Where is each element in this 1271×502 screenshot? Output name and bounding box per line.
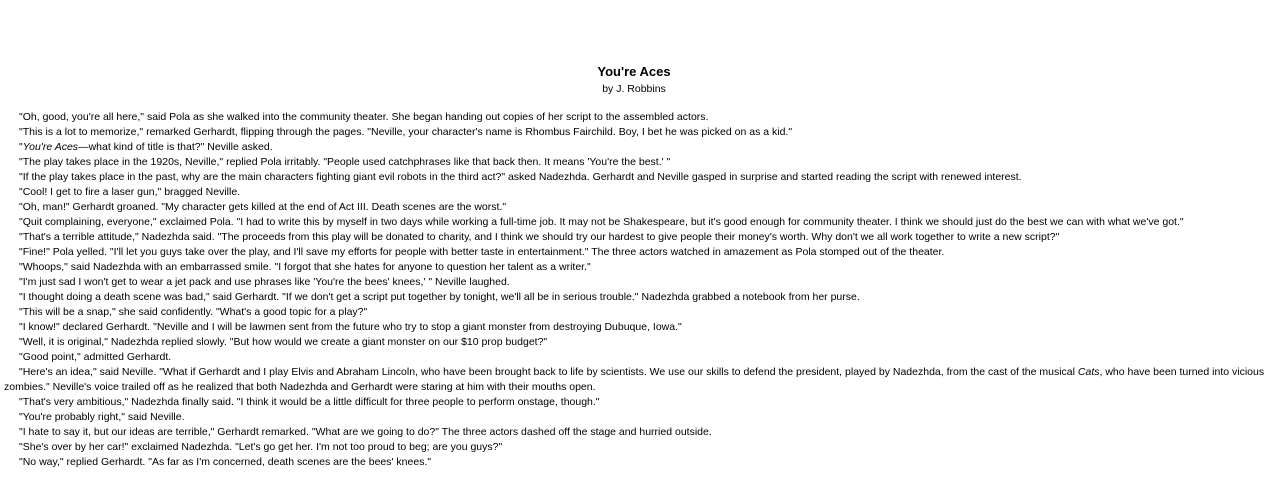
- story-paragraph: "She's over by her car!" exclaimed Nadezhda. "Let's go get her. I'm not too proud to beg; are you guys?": [19, 441, 503, 453]
- story-paragraph: "Oh, good, you're all here," said Pola as she walked into the community theater. She began handing out copies of her script to the assembled actors.: [19, 111, 709, 123]
- story-paragraph: "Quit complaining, everyone," exclaimed Pola. "I had to write this by myself in two days while working a full-time job. It may not be Shakespeare, but it's good enough for community theater. I think we should just do the best we can with what we've got.": [19, 216, 1184, 228]
- story-title: You're Aces: [597, 64, 671, 79]
- story-paragraph: [4, 140, 1266, 155]
- paragraph-text: "Here's an idea," said Neville. "What if Gerhardt and I play Elvis and Abraham Lincoln, who have been brought back to life by scientists. We use our skills to defend the president, played by Nadezhda, from the cast of the musical: [19, 366, 1078, 378]
- story-paragraph: "You're probably right," said Neville.: [19, 411, 185, 423]
- story-paragraph: "The play takes place in the 1920s, Neville," replied Pola irritably. "People used catchphrases like that back then. It means 'You're the best.' ": [19, 156, 671, 168]
- story-paragraph: "Good point," admitted Gerhardt.: [19, 351, 172, 363]
- story-paragraph: "Cool! I get to fire a laser gun," bragged Neville.: [19, 186, 241, 198]
- story-paragraph: "I'm just sad I won't get to wear a jet pack and use phrases like 'You're the bees' knees,' " Neville laughed.: [19, 276, 510, 288]
- story-paragraph: "That's very ambitious," Nadezhda finally said. "I think it would be a little difficult for three people to perform onstage, though.": [19, 396, 600, 408]
- story-paragraph: [4, 365, 1266, 395]
- story-paragraph: "This is a lot to memorize," remarked Gerhardt, flipping through the pages. "Neville, your character's name is Rhombus Fairchild. Boy, I bet he was picked on as a kid.": [19, 126, 793, 138]
- story-paragraph: "I know!" declared Gerhardt. "Neville and I will be lawmen sent from the future who try to stop a giant monster from destroying Dubuque, Iowa.": [19, 321, 682, 333]
- story-paragraph: "That's a terrible attitude," Nadezhda said. "The proceeds from this play will be donated to charity, and I think we should try our hardest to give people their money's worth. Why don't we all work together to write a new script?": [19, 231, 1060, 243]
- story-paragraph: "I thought doing a death scene was bad," said Gerhardt. "If we don't get a script put together by tonight, we'll all be in serious trouble." Nadezhda grabbed a notebook from her purse.: [19, 291, 860, 303]
- paragraph-text: —what kind of title is that?" Neville asked.: [78, 141, 273, 153]
- story-paragraph: "Well, it is original," Nadezhda replied slowly. "But how would we create a giant monster on our $10 prop budget?": [19, 336, 548, 348]
- story-paragraph: "Fine!" Pola yelled. "I'll let you guys take over the play, and I'll save my efforts for people with better taste in entertainment." The three actors watched in amazement as Pola stomped out of the theater.: [19, 246, 945, 258]
- story-paragraph: "If the play takes place in the past, why are the main characters fighting giant evil robots in the third act?" asked Nadezhda. Gerhardt and Neville gasped in surprise and started reading the script with renewed interest.: [19, 171, 1022, 183]
- story-paragraph: "I hate to say it, but our ideas are terrible," Gerhardt remarked. "What are we going to do?" The three actors dashed off the stage and hurried outside.: [19, 426, 712, 438]
- story-paragraph: "Whoops," said Nadezhda with an embarrassed smile. "I forgot that she hates for anyone to question her talent as a writer.": [19, 261, 591, 273]
- story-byline: by J. Robbins: [602, 83, 666, 95]
- story-body: [4, 110, 1266, 470]
- musical-title-italic: Cats: [1077, 366, 1100, 378]
- story-paragraph: "Oh, man!" Gerhardt groaned. "My character gets killed at the end of Act III. Death scenes are the worst.": [19, 201, 507, 213]
- story-paragraph: "No way," replied Gerhardt. "As far as I'm concerned, death scenes are the bees' knees.": [19, 456, 432, 468]
- paragraph-text: , who have been turned into vicious zombies." Neville's voice trailed off as he realized that both Nadezhda and Gerhardt were staring at him with their mouths open.: [4, 366, 1265, 393]
- play-title-italic: You're Aces: [22, 141, 79, 153]
- story-paragraph: "This will be a snap," she said confidently. "What's a good topic for a play?": [19, 306, 368, 318]
- paragraph-text: ": [19, 141, 23, 153]
